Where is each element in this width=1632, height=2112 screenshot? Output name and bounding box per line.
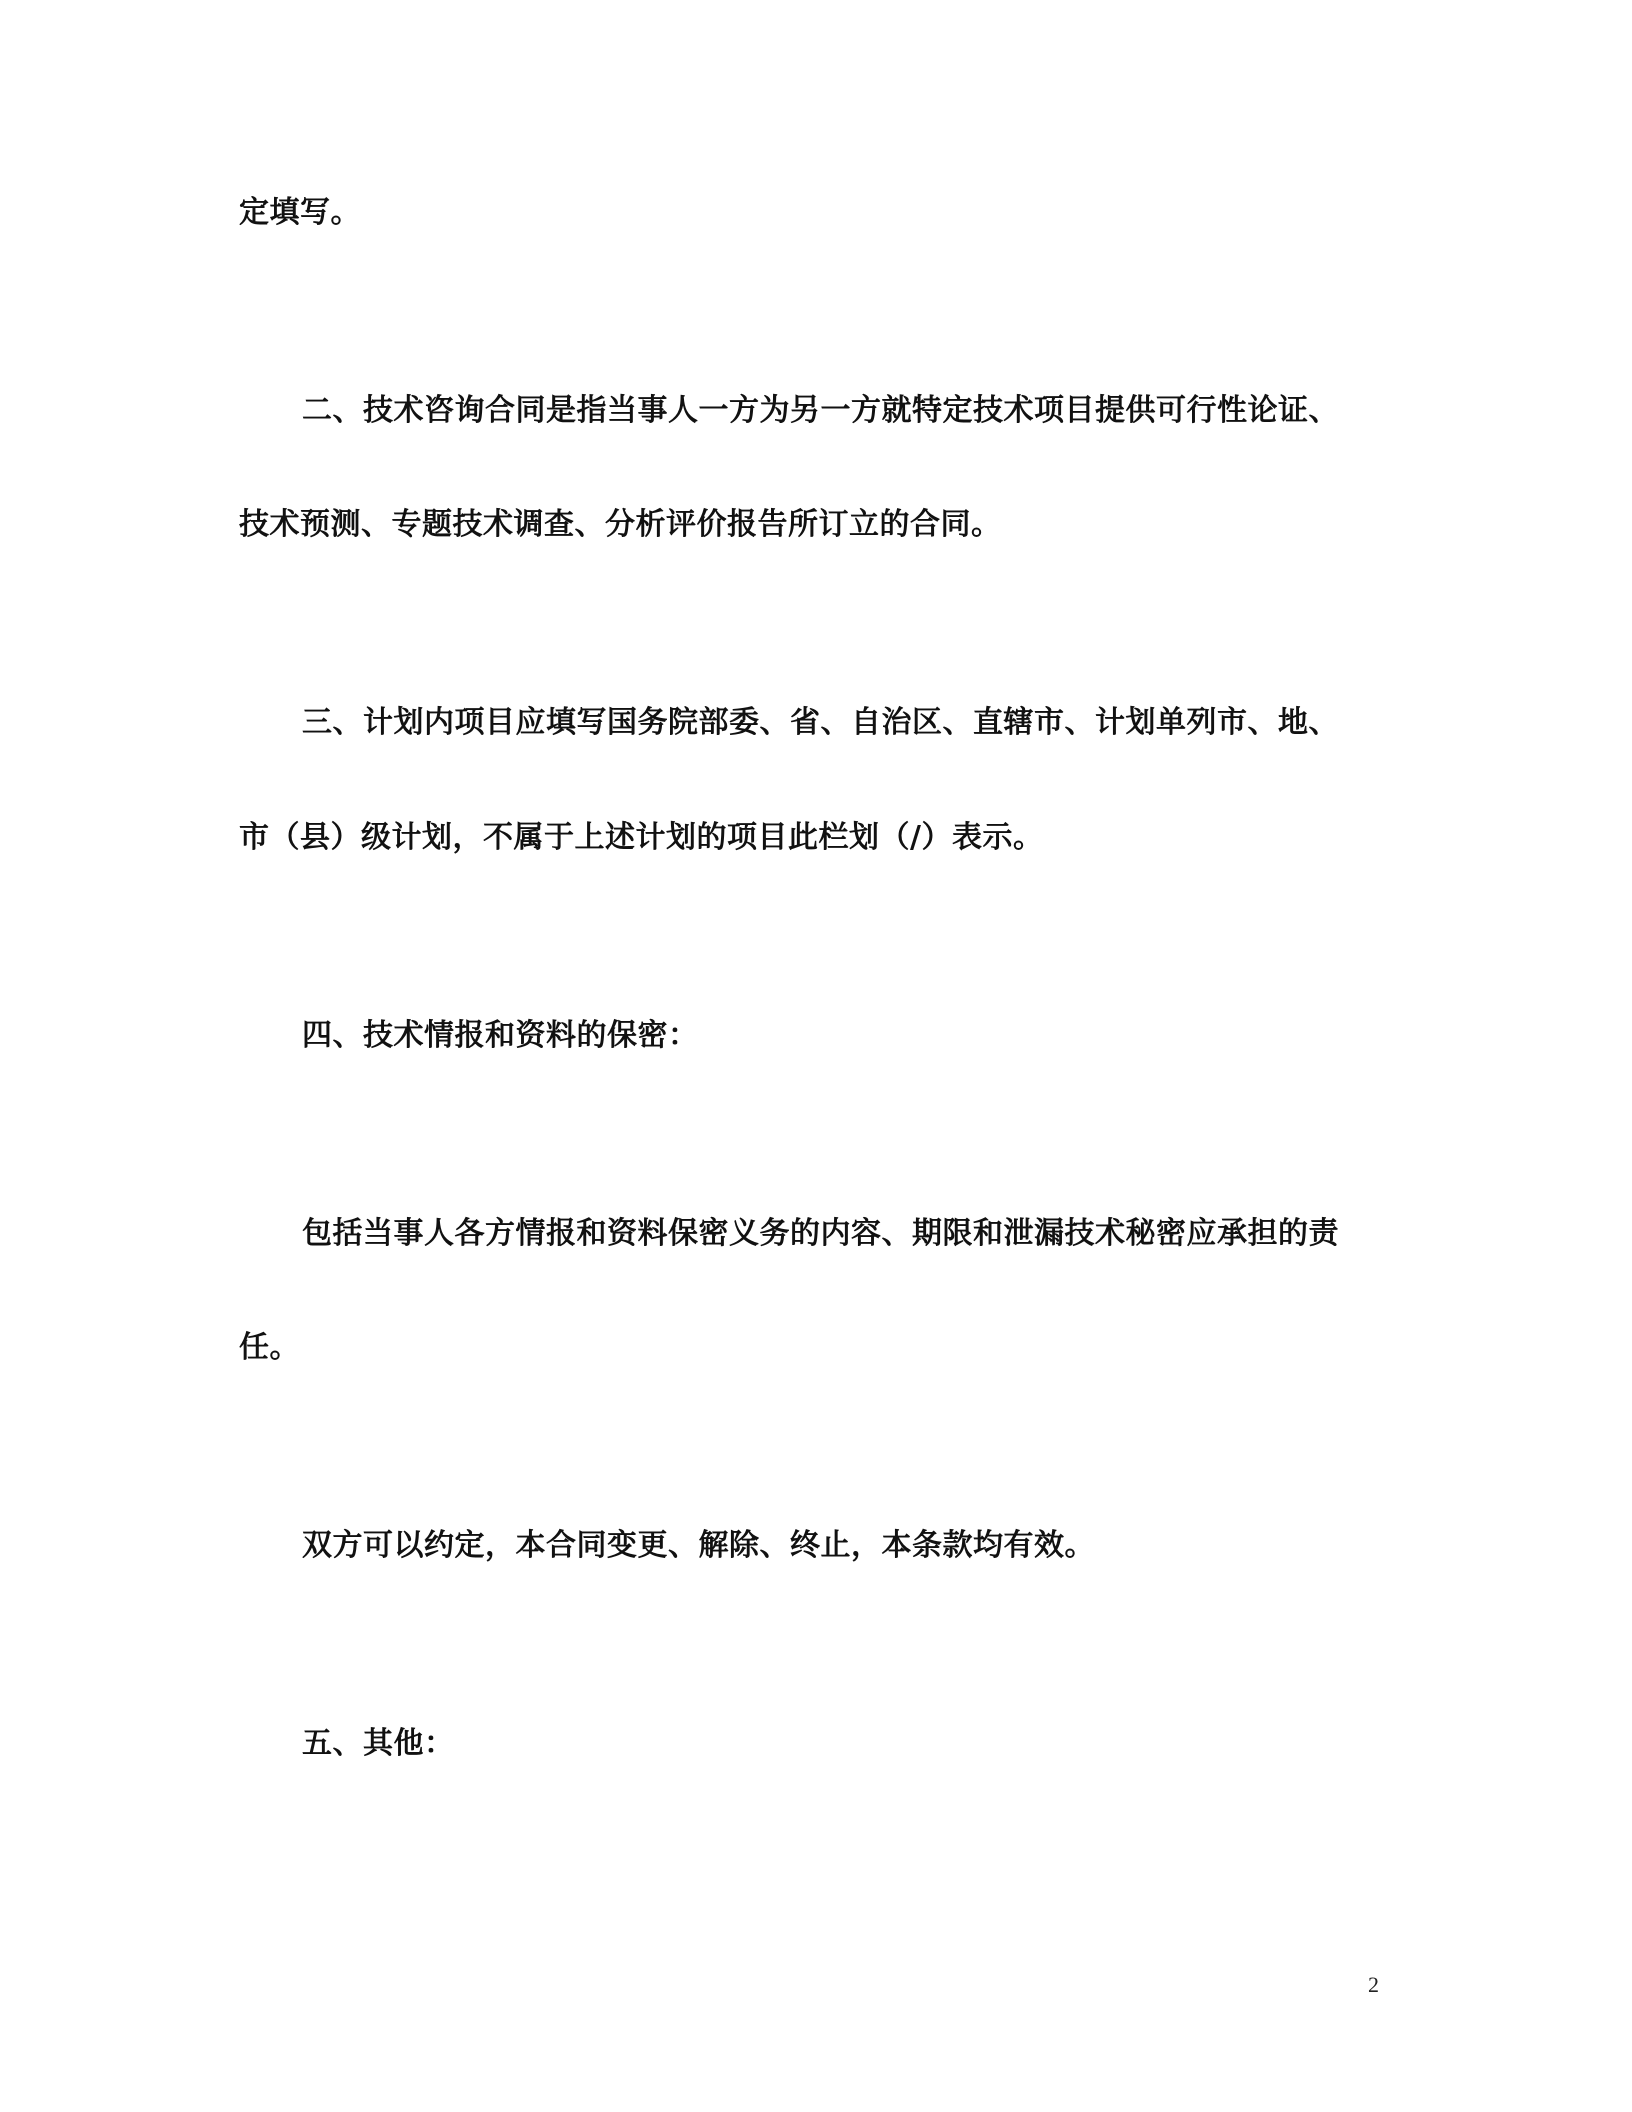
paragraph-line: 技术预测、专题技术调查、分析评价报告所订立的合同。 <box>239 507 1002 542</box>
paragraph-line: 二、技术咨询合同是指当事人一方为另一方就特定技术项目提供可行性论证、 <box>302 393 1339 428</box>
paragraph-line: 三、计划内项目应填写国务院部委、省、自治区、直辖市、计划单列市、地、 <box>302 705 1339 740</box>
paragraph-line: 双方可以约定，本合同变更、解除、终止，本条款均有效。 <box>302 1528 1095 1563</box>
section-heading: 四、技术情报和资料的保密： <box>302 1018 699 1053</box>
section-heading: 五、其他： <box>302 1726 455 1761</box>
page-number: 2 <box>1368 1972 1379 1997</box>
paragraph-line: 定填写。 <box>239 195 361 230</box>
paragraph-line: 包括当事人各方情报和资料保密义务的内容、期限和泄漏技术秘密应承担的责 <box>302 1216 1339 1251</box>
paragraph-line: 市（县）级计划，不属于上述计划的项目此栏划（/）表示。 <box>239 820 1044 855</box>
paragraph-line: 任。 <box>239 1330 300 1365</box>
